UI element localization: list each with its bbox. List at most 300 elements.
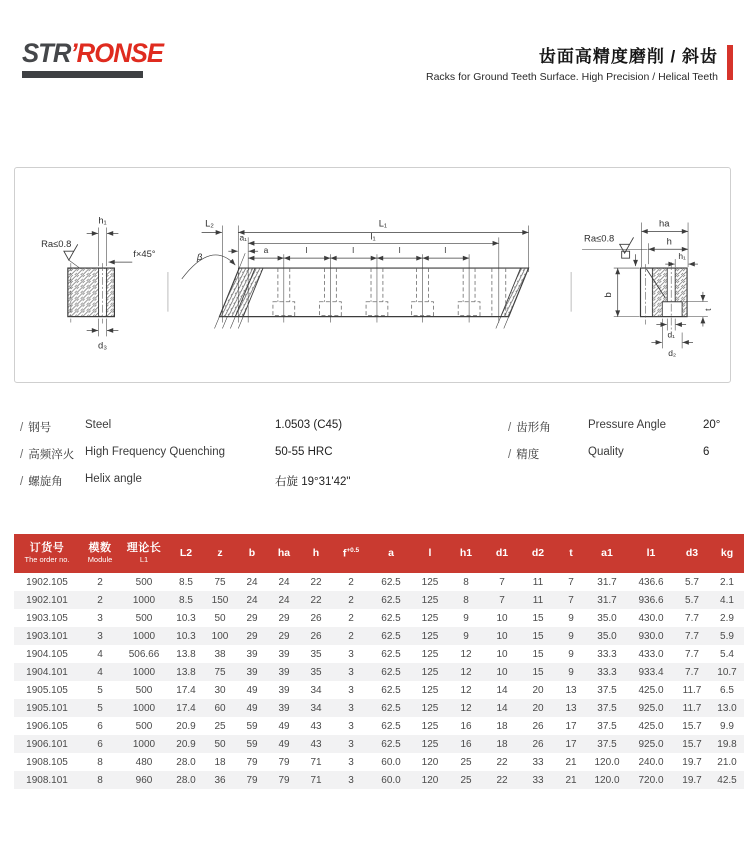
table-cell: 30 [214,684,226,696]
table-cell: 28.0 [176,774,196,786]
table-cell: 11 [532,594,544,606]
table-cell: 39 [278,648,290,660]
dim-label-l1: l₁ [370,230,376,242]
table-cell: 79 [278,756,290,768]
table-cell: 24 [246,576,258,588]
table-cell: 9 [568,612,574,624]
table-cell: 31.7 [597,576,617,588]
table-cell: 10 [496,648,508,660]
table-cell: 37.5 [597,720,617,732]
table-cell: 18 [214,756,226,768]
table-body [14,573,744,789]
table-cell: 42.5 [717,774,737,786]
table-cell: 39 [278,702,290,714]
table-cell: 26 [310,612,322,624]
table-cell: 2.9 [720,612,734,624]
table-cell: 28.0 [176,756,196,768]
dim-label-d2: d₂ [668,348,677,359]
table-row [14,699,744,717]
brand-logo-text [22,40,163,67]
page-title-zh: 齿面高精度磨削 / 斜齿 [538,47,718,66]
dim-label-a1: a₁ [239,232,247,243]
spec-name-en: Pressure Angle [588,419,666,431]
spec-slash: / [508,422,512,434]
spec-value: 右旋 19°31'42" [275,476,351,488]
table-row [14,735,744,753]
table-cell: 34 [310,702,322,714]
table-cell: 8.5 [179,576,193,588]
table-cell: 425.0 [638,684,664,696]
column-header-l1: l1 [628,534,674,573]
table-cell: 60.0 [381,774,401,786]
table-cell: 9.9 [720,720,734,732]
dim-label-a: a [263,245,269,256]
table-cell: 8 [463,576,469,588]
table-cell: 720.0 [638,774,664,786]
spec-name-en: Helix angle [85,473,142,485]
spec-name-en: Steel [85,419,112,431]
table-cell: 24 [278,594,290,606]
table-cell: 500 [135,684,153,696]
table-row [14,663,744,681]
spec-slash: / [20,449,24,461]
dim-label-b: b [601,292,613,298]
table-cell: 930.0 [638,630,664,642]
table-cell: 71 [310,774,322,786]
table-cell: 425.0 [638,720,664,732]
table-cell: 10 [496,630,508,642]
table-cell: 37.5 [597,684,617,696]
table-cell: 4 [97,648,103,660]
table-cell: 20 [532,684,544,696]
spec-label-zh: 齿形角 [516,422,551,434]
table-cell: 125 [421,630,439,642]
spec-row-pressure-angle [508,419,721,435]
table-cell: 18 [496,720,508,732]
table-cell: 925.0 [638,738,664,750]
table-cell: 14 [496,702,508,714]
table-cell: 19.8 [717,738,737,750]
table-cell: 15.7 [682,720,702,732]
spec-value: 1.0503 (C45) [275,419,343,431]
table-cell: 2 [348,612,354,624]
column-header-h: h [300,534,332,573]
table-cell: 20.9 [176,720,196,732]
table-cell: 26 [310,630,322,642]
spec-slash: / [20,422,24,434]
table-cell: 79 [246,756,258,768]
table-row [14,771,744,789]
table-cell: 3 [97,630,103,642]
table-cell: 8 [97,774,103,786]
table-cell: 59 [246,738,258,750]
spec-row-steel [20,419,343,435]
table-cell: 35 [310,648,322,660]
table-cell: 7.7 [685,630,699,642]
table-row [14,609,744,627]
dim-label-l: l [305,245,308,256]
table-row [14,753,744,771]
surface-finish-label: Ra≤0.8 [41,238,72,250]
table-cell: 4.1 [720,594,734,606]
table-cell: 3 [348,684,354,696]
table-cell: 49 [278,738,290,750]
dim-label-l: l [352,245,355,256]
table-cell: 49 [246,702,258,714]
table-cell: 62.5 [381,702,401,714]
rack-technical-drawing [15,168,730,382]
table-cell: 35 [310,666,322,678]
table-cell: 49 [278,720,290,732]
table-row [14,573,744,591]
table-cell: 6.5 [720,684,734,696]
table-cell: 39 [246,666,258,678]
table-cell: 15.7 [682,738,702,750]
page-title-en: Racks for Ground Teeth Surface. High Precision / Helical Teeth [425,71,718,83]
table-cell: 1906.101 [26,738,68,750]
table-row [14,627,744,645]
table-cell: 1902.101 [26,594,68,606]
table-cell: 2 [97,594,103,606]
table-cell: 14 [496,684,508,696]
table-cell: 71 [310,756,322,768]
table-cell: 11.7 [682,702,702,714]
table-cell: 12 [460,702,472,714]
table-cell: 6 [97,720,103,732]
spec-value: 50-55 HRC [275,446,333,458]
table-cell: 3 [348,666,354,678]
table-cell: 5.9 [720,630,734,642]
table-cell: 125 [421,666,439,678]
table-cell: 29 [246,612,258,624]
table-cell: 60 [214,702,226,714]
table-cell: 50 [214,738,226,750]
table-cell: 36 [214,774,226,786]
table-cell: 50 [214,612,226,624]
table-cell: 1000 [132,702,156,714]
spec-value: 20° [703,419,721,431]
table-cell: 240.0 [638,756,664,768]
column-header-h1: h1 [448,534,484,573]
table-cell: 1905.105 [26,684,68,696]
table-cell: 29 [278,630,290,642]
spec-row-helix-angle [20,473,351,489]
table-cell: 62.5 [381,594,401,606]
spec-label-zh: 精度 [516,449,540,461]
table-cell: 17 [565,738,577,750]
table-cell: 7.7 [685,648,699,660]
table-cell: 1908.105 [26,756,68,768]
table-cell: 10.3 [176,630,196,642]
table-cell: 9 [568,666,574,678]
table-cell: 1000 [132,738,156,750]
table-cell: 29 [278,612,290,624]
table-cell: 120.0 [594,774,620,786]
table-cell: 29 [246,630,258,642]
table-cell: 2 [348,594,354,606]
table-cell: 12 [460,684,472,696]
column-header-a1: a1 [586,534,628,573]
column-header-订货号: 订货号 The order no. [14,534,80,573]
table-cell: 62.5 [381,576,401,588]
table-cell: 3 [348,738,354,750]
table-cell: 10 [496,612,508,624]
dim-label-h: h [666,235,672,247]
logo-dark-part: STR [22,38,71,68]
table-cell: 25 [460,756,472,768]
table-cell: 13.0 [717,702,737,714]
table-cell: 500 [135,612,153,624]
column-header-d1: d1 [484,534,520,573]
table-cell: 62.5 [381,612,401,624]
table-cell: 5 [97,684,103,696]
table-cell: 21 [565,774,577,786]
dim-label-h1r: h₁ [678,251,686,262]
table-cell: 7 [568,576,574,588]
table-cell: 17 [565,720,577,732]
table-cell: 20.9 [176,738,196,750]
table-cell: 37.5 [597,738,617,750]
table-cell: 13.8 [176,666,196,678]
dim-label-h1: h₁ [98,214,107,226]
table-cell: 33 [532,774,544,786]
table-cell: 120 [421,756,439,768]
table-cell: 2 [348,630,354,642]
table-cell: 35.0 [597,630,617,642]
table-cell: 12 [460,648,472,660]
table-cell: 3 [348,720,354,732]
table-cell: 125 [421,720,439,732]
table-cell: 35.0 [597,612,617,624]
table-cell: 936.6 [638,594,664,606]
table-cell: 1905.101 [26,702,68,714]
table-cell: 39 [278,684,290,696]
table-head [14,534,744,573]
table-cell: 10 [496,666,508,678]
table-cell: 1000 [132,594,156,606]
table-cell: 7 [499,594,505,606]
table-cell: 62.5 [381,684,401,696]
table-cell: 19.7 [682,774,702,786]
column-header-理论长: 理论长 L1 [120,534,168,573]
table-cell: 24 [246,594,258,606]
table-cell: 125 [421,612,439,624]
table-cell: 75 [214,576,226,588]
table-cell: 4 [97,666,103,678]
table-cell: 7 [499,576,505,588]
table-cell: 62.5 [381,738,401,750]
spec-slash: / [20,476,24,488]
table-cell: 1904.105 [26,648,68,660]
table-cell: 5 [97,702,103,714]
table-cell: 1903.105 [26,612,68,624]
column-header-f: $f^{+0.5}$ [332,534,370,573]
table-cell: 17.4 [176,702,196,714]
column-header-L2: L2 [168,534,204,573]
logo-underline-bar [22,71,143,78]
dim-label-L2: L₂ [205,217,214,229]
table-cell: 15 [532,612,544,624]
dim-label-beta: β [196,251,203,263]
table-cell: 150 [211,594,229,606]
table-cell: 430.0 [638,612,664,624]
table-cell: 13 [565,702,577,714]
table-cell: 22 [496,756,508,768]
table-cell: 79 [278,774,290,786]
section-view-right [582,217,713,358]
table-cell: 9 [568,630,574,642]
table-cell: 500 [135,576,153,588]
column-header-a: a [370,534,412,573]
table-cell: 39 [278,666,290,678]
table-cell: 506.66 [128,648,160,660]
column-header-模数: 模数 Module [80,534,120,573]
table-cell: 1000 [132,666,156,678]
spec-label-zh: 高频淬火 [28,449,75,461]
table-cell: 1908.101 [26,774,68,786]
table-cell: 62.5 [381,648,401,660]
table-cell: 8 [463,594,469,606]
table-cell: 25 [460,774,472,786]
column-header-kg: kg [710,534,744,573]
table-cell: 480 [135,756,153,768]
table-cell: 960 [135,774,153,786]
page-title-block [426,42,718,83]
table-cell: 21.0 [717,756,737,768]
spec-value: 6 [703,446,710,458]
table-cell: 62.5 [381,666,401,678]
table-cell: 75 [214,666,226,678]
table-cell: 3 [97,612,103,624]
table-cell: 38 [214,648,226,660]
dim-label-L1: L₁ [378,217,388,229]
column-header-l: l [412,534,448,573]
table-cell: 436.6 [638,576,664,588]
table-cell: 22 [310,576,322,588]
table-cell: 7.7 [685,666,699,678]
table-cell: 3 [348,756,354,768]
table-cell: 125 [421,576,439,588]
dim-label-t: t [702,308,713,311]
spec-slash: / [508,449,512,461]
column-header-d3: d3 [674,534,710,573]
table-cell: 79 [246,774,258,786]
table-row [14,591,744,609]
table-cell: 16 [460,720,472,732]
table-cell: 125 [421,738,439,750]
spec-row-quenching [20,446,333,462]
table-cell: 15 [532,648,544,660]
table-cell: 3 [348,702,354,714]
table-cell: 13.8 [176,648,196,660]
column-header-t: t [556,534,586,573]
column-header-b: b [236,534,268,573]
technical-drawing-panel [14,167,731,383]
table-cell: 3 [348,774,354,786]
table-cell: 24 [278,576,290,588]
table-cell: 1000 [132,630,156,642]
table-cell: 11 [532,576,544,588]
table-cell: 5.7 [685,594,699,606]
table-cell: 7.7 [685,612,699,624]
dim-label-l: l [398,245,401,256]
table-cell: 19.7 [682,756,702,768]
table-cell: 25 [214,720,226,732]
dim-label-ha: ha [659,217,670,229]
table-cell: 1904.101 [26,666,68,678]
table-cell: 5.7 [685,576,699,588]
table-cell: 125 [421,684,439,696]
brand-logo [22,40,171,78]
dim-label-l: l [444,245,447,256]
table-cell: 15 [532,630,544,642]
table-cell: 20 [532,702,544,714]
table-cell: 22 [496,774,508,786]
section-view-left [41,214,156,350]
table-cell: 100 [211,630,229,642]
dim-label-d1: d₁ [667,329,675,340]
table-cell: 37.5 [597,702,617,714]
table-cell: 33 [532,756,544,768]
table-cell: 22 [310,594,322,606]
table-cell: 120.0 [594,756,620,768]
table-cell: 2 [97,576,103,588]
table-row [14,681,744,699]
table-cell: 7 [568,594,574,606]
table-cell: 9 [463,612,469,624]
table-cell: 11.7 [682,684,702,696]
table-cell: 125 [421,594,439,606]
table-cell: 34 [310,684,322,696]
spec-name-en: High Frequency Quenching [85,446,225,458]
table-row [14,717,744,735]
table-cell: 6 [97,738,103,750]
table-cell: 125 [421,648,439,660]
table-cell: 33.3 [597,666,617,678]
table-cell: 26 [532,738,544,750]
table-cell: 10.7 [717,666,737,678]
table-cell: 9 [463,630,469,642]
table-cell: 2 [348,576,354,588]
table-cell: 8.5 [179,594,193,606]
table-cell: 933.4 [638,666,664,678]
table-cell: 17.4 [176,684,196,696]
table-cell: 9 [568,648,574,660]
table-cell: 925.0 [638,702,664,714]
column-header-z: z [204,534,236,573]
top-view-middle [182,217,529,328]
table-cell: 5.4 [720,648,734,660]
table-cell: 16 [460,738,472,750]
spec-label-zh: 钢号 [28,422,52,434]
title-accent-bar [727,45,733,80]
table-cell: 433.0 [638,648,664,660]
table-cell: 3 [348,648,354,660]
table-row [14,645,744,663]
dim-label-d3: d₃ [97,339,108,351]
column-header-d2: d2 [520,534,556,573]
table-cell: 43 [310,720,322,732]
surface-finish-label: Ra≤0.8 [584,232,615,244]
table-cell: 60.0 [381,756,401,768]
spec-label-zh: 螺旋角 [28,476,63,488]
table-cell: 43 [310,738,322,750]
table-cell: 21 [565,756,577,768]
table-cell: 62.5 [381,630,401,642]
table-cell: 2.1 [720,576,734,588]
table-cell: 49 [246,684,258,696]
table-header-row [14,534,744,573]
